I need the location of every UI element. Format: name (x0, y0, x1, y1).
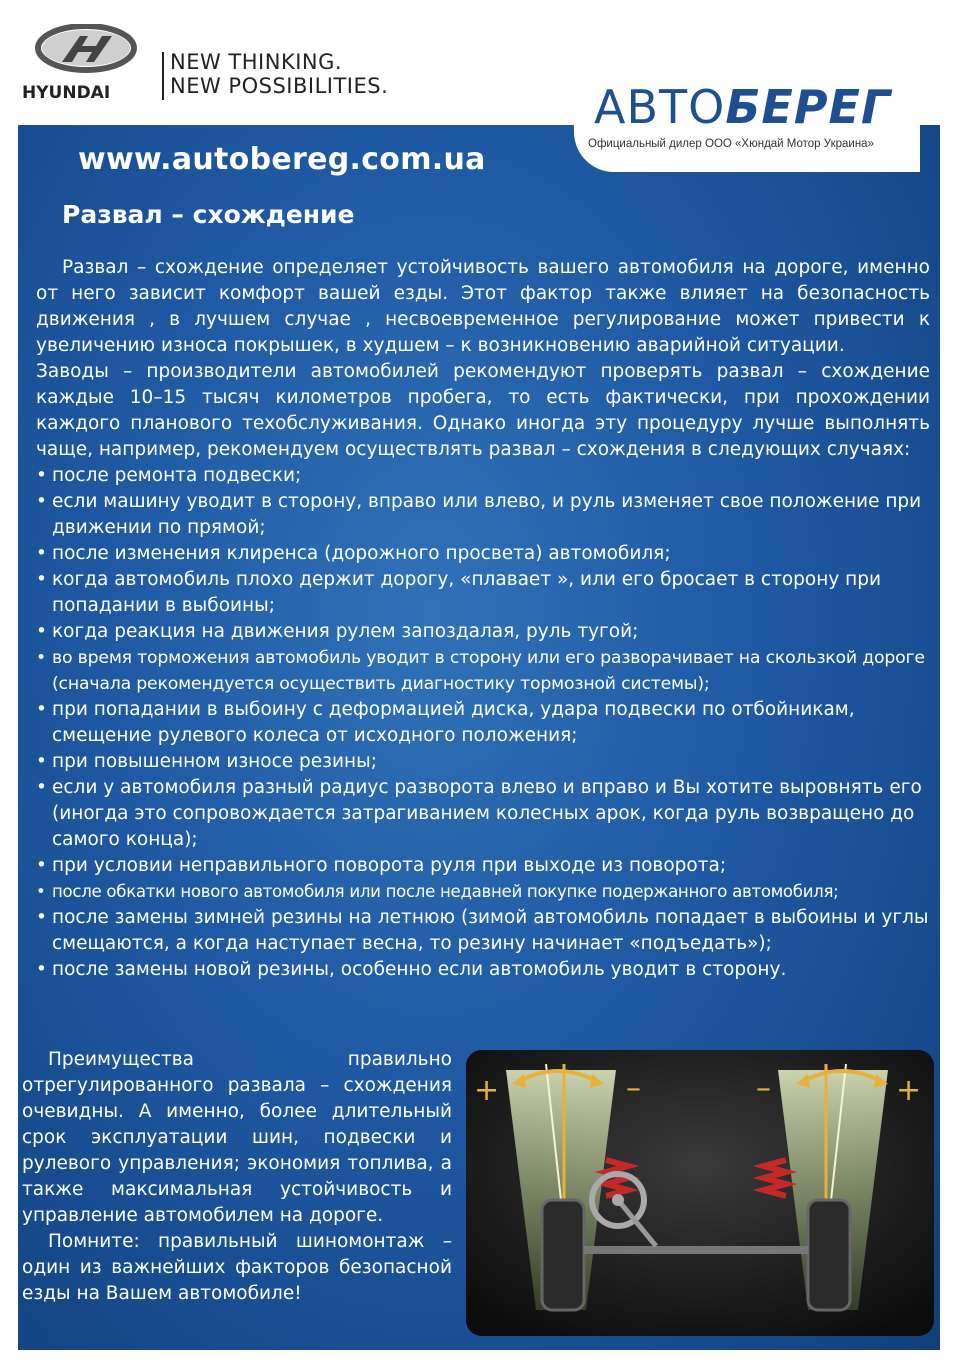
alignment-illustration (466, 1050, 934, 1336)
slogan (170, 50, 388, 98)
hyundai-logo (22, 24, 152, 108)
benefits-paragraph: Преимущества правильно отрегулированного развала – схождения очевидны. А именно, более длительный срок эксплуатации шин, подвески и рулевого управления; экономия топлива, а также максимальная устойчивость и управление автомобилем на дороге. (22, 1049, 452, 1226)
right-plus-sign: + (896, 1073, 922, 1108)
right-minus-sign: – (756, 1071, 771, 1106)
left-wheel (542, 1200, 584, 1310)
list-item: • после изменения клиренса (дорожного просвета) автомобиля; (36, 541, 930, 567)
list-item: • после замены новой резины, особенно если автомобиль уводит в сторону. (36, 957, 930, 983)
page-title: Развал – схождение (62, 200, 355, 229)
list-item: • во время торможения автомобиль уводит в сторону или его разворачивает на скользкой дороге (сначала рекомендуется осуществить диагностику тормозной системы); (36, 645, 930, 697)
hyundai-emblem-icon (22, 24, 152, 108)
article-body (36, 255, 930, 983)
dealer-name-part1: АВТО (594, 80, 726, 134)
list-item: • если машину уводит в сторону, вправо или влево, и руль изменяет свое положение при движении по прямой; (36, 489, 930, 541)
recommendation-paragraph: Заводы – производители автомобилей рекомендуют проверять развал – схождение каждые 10–15 тысяч километров пробега, то есть фактически, при прохождении каждого планового техобслуживания. Однако иногда эту процедуру лучше выполнять чаще, например, рекомендуем осуществлять развал – схождения в следующих случаях: (36, 361, 930, 460)
axle (584, 1246, 808, 1254)
list-item: • после обкатки нового автомобиля или после недавней покупке подержанного автомобиля; (36, 879, 930, 905)
cases-list (36, 463, 930, 983)
list-item: • когда автомобиль плохо держит дорогу, «плавает », или его бросает в сторону при попадании в выбоины; (36, 567, 930, 619)
list-item: • при попадании в выбоину с деформацией диска, удара подвески по отбойникам, смещение рулевого колеса от исходного положения; (36, 697, 930, 749)
website-url: www.autobereg.com.ua (78, 142, 486, 177)
list-item: • после ремонта подвески; (36, 463, 930, 489)
dealer-subtitle: Официальный дилер ООО «Хюндай Мотор Украина» (588, 138, 874, 150)
list-item: • при условии неправильного поворота руля при выходе из поворота; (36, 853, 930, 879)
slogan-line-1: NEW THINKING. (170, 50, 343, 74)
left-minus-sign: – (626, 1071, 641, 1106)
list-item: • после замены зимней резины на летнюю (зимой автомобиль попадает в выбоины и углы смещаются, а когда наступает весна, то резину начинает «подъедать»); (36, 905, 930, 957)
brand-name: HYUNDAI (22, 83, 111, 103)
list-item: • когда реакция на движения рулем запоздалая, руль тугой; (36, 619, 930, 645)
slogan-divider (162, 52, 164, 100)
list-item: • если у автомобиля разный радиус разворота влево и вправо и Вы хотите выровнять его (иногда это сопровождается затрагиванием колесных арок, когда руль возвращено до самого конца); (36, 775, 930, 853)
reminder-paragraph: Помните: правильный шиномонтаж – один из важнейших факторов безопасной езды на Вашем автомобиле! (22, 1231, 452, 1304)
dealer-name-part2: БЕРЕГ (725, 80, 892, 134)
dealer-badge (574, 72, 920, 172)
list-item: • при повышенном износе резины; (36, 749, 930, 775)
intro-paragraph: Развал – схождение определяет устойчивость вашего автомобиля на дороге, именно от него зависит комфорт вашей езды. Этот фактор также влияет на безопасность движения , в лучшем случае , несвоевременное регулирование может привести к увеличению износа покрышек, в худшем – к возникновению аварийной ситуации. (36, 257, 930, 356)
left-plus-sign: + (474, 1073, 500, 1108)
dealer-name (594, 80, 891, 134)
benefits-text (22, 1047, 452, 1307)
wheel-alignment-image (466, 1050, 934, 1336)
right-wheel (808, 1200, 850, 1310)
slogan-line-2: NEW POSSIBILITIES. (170, 74, 389, 98)
